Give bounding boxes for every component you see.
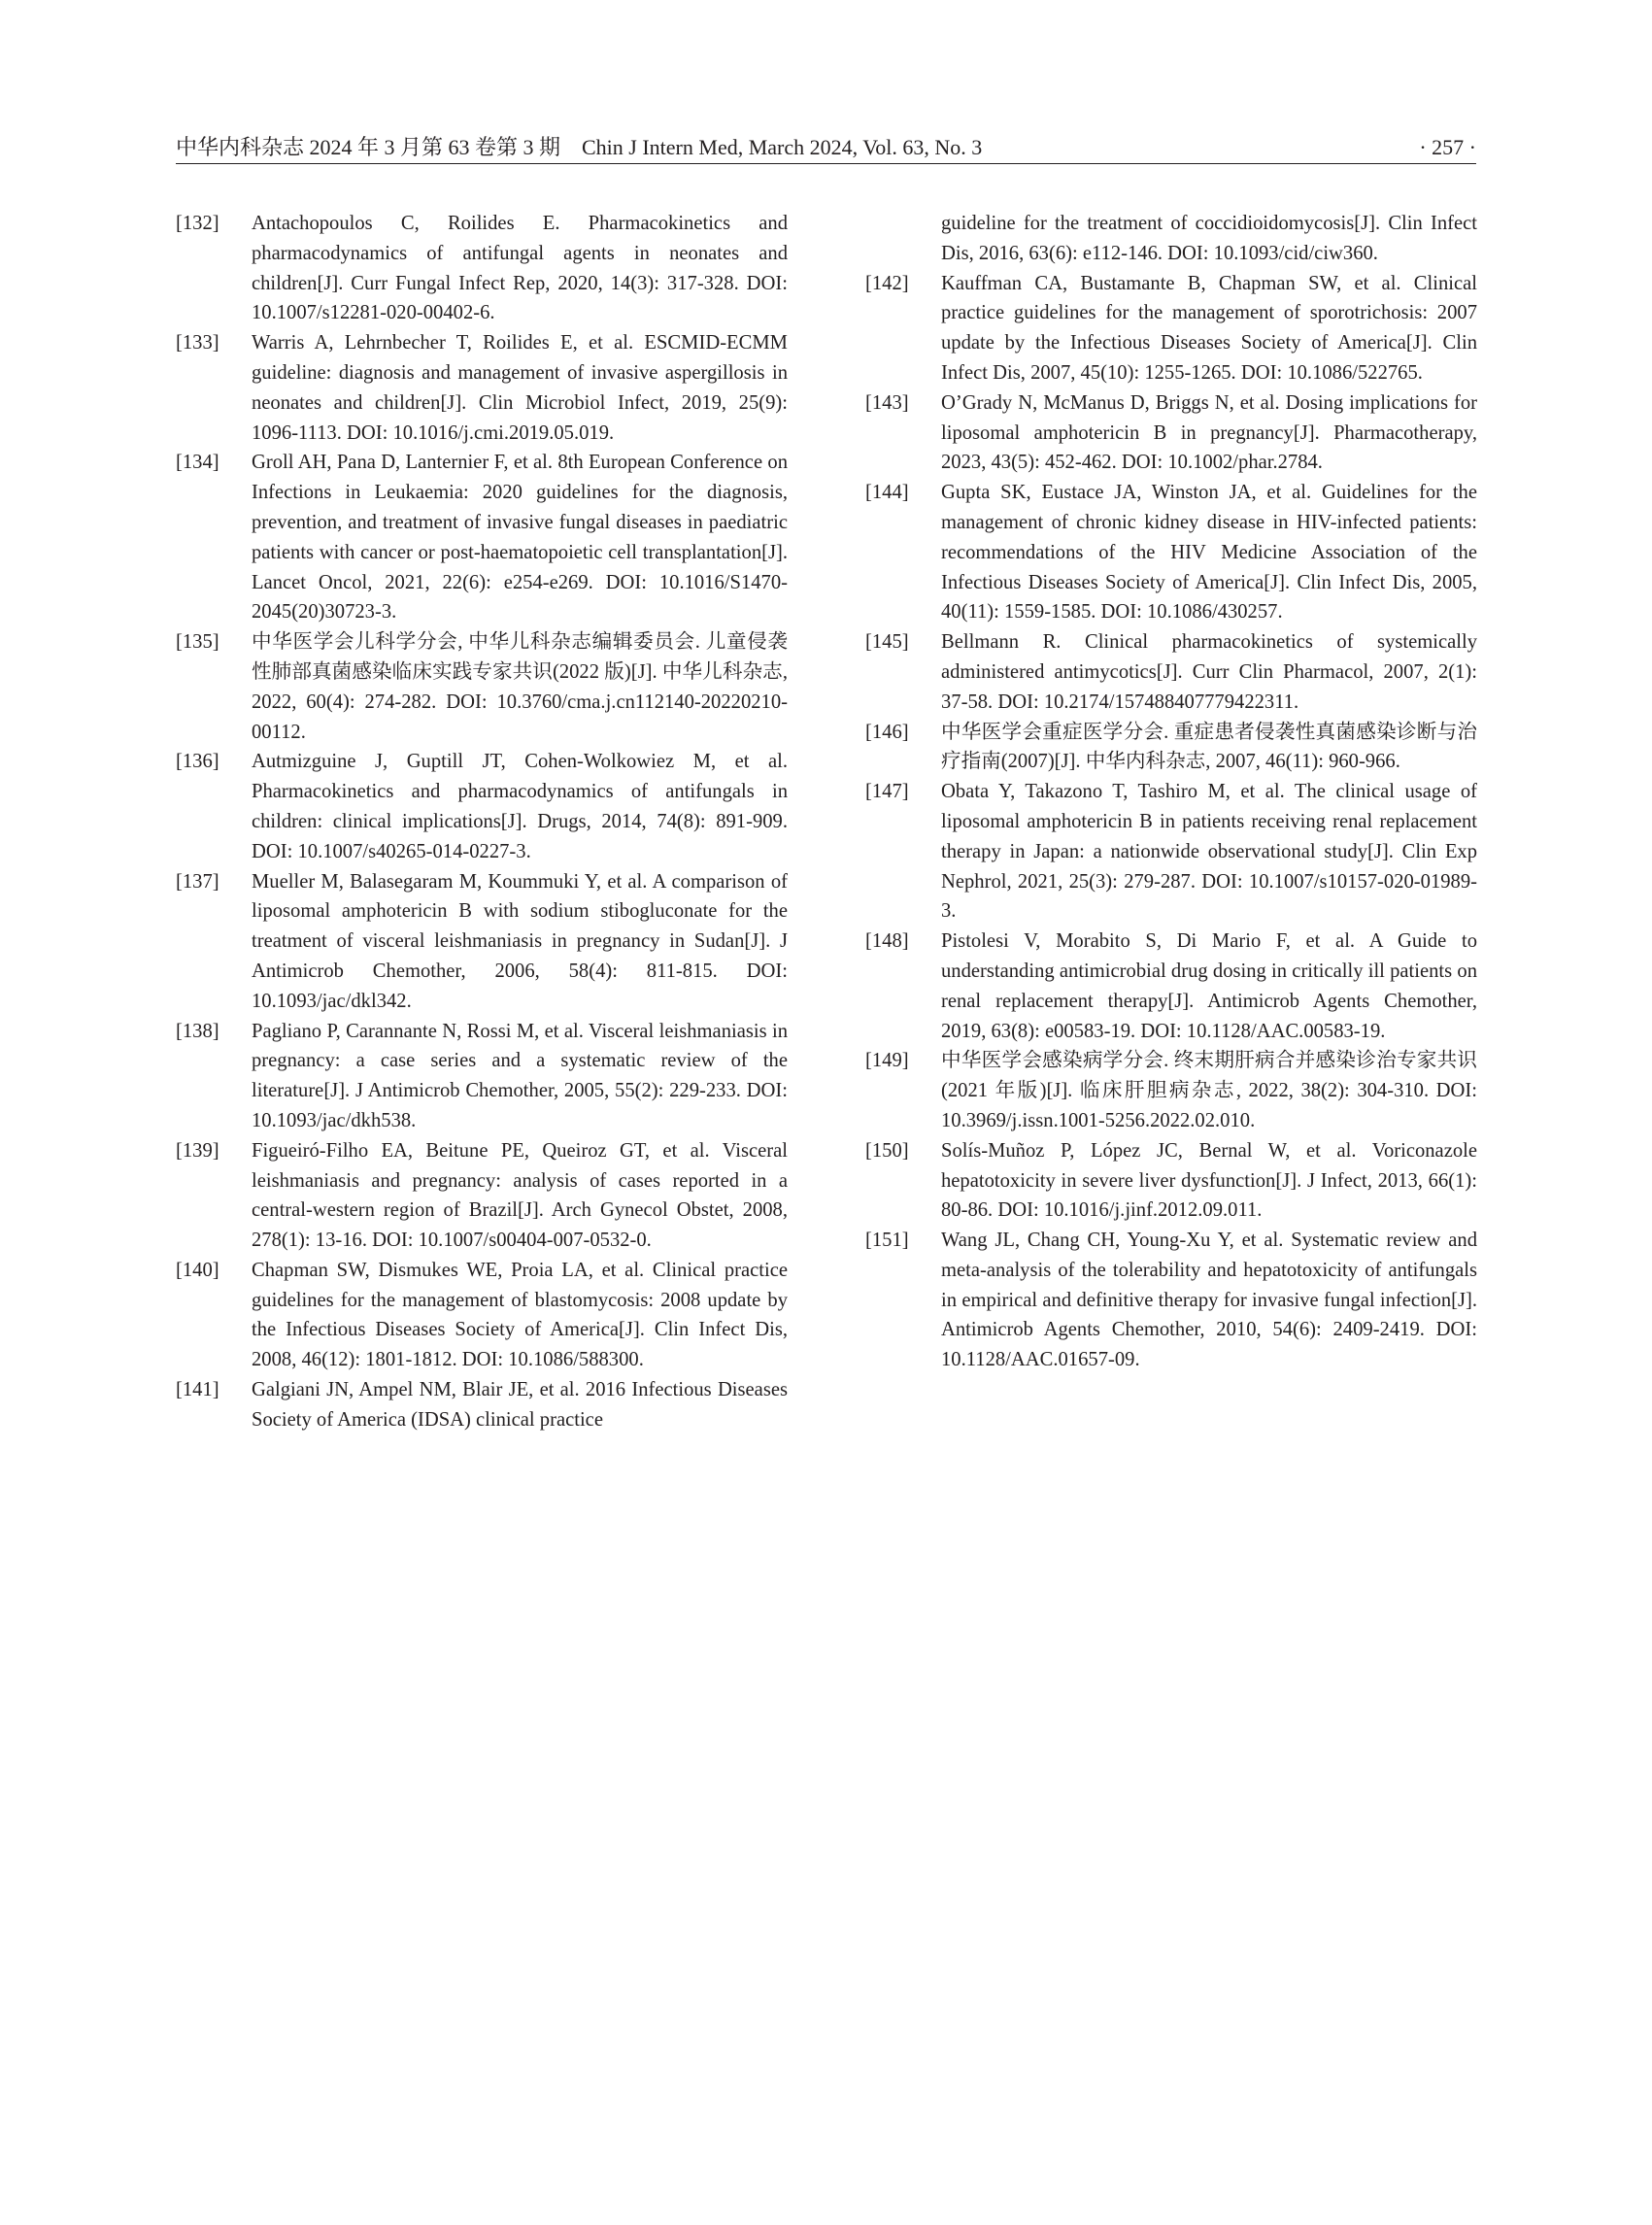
reference-item [176, 747, 788, 866]
reference-text: Mueller M, Balasegaram M, Koummuki Y, et al. A comparison of liposomal amphotericin B with sodium stibogluconate for the treatment of visceral leishmaniasis in pregnancy in Sudan[J]. J Antimicrob Chemother, 2006, 58(4): 811-815. DOI: 10.1093/jac/dkl342. [252, 870, 788, 1012]
reference-item [176, 1017, 788, 1136]
reference-text: Wang JL, Chang CH, Young-Xu Y, et al. Systematic review and meta-analysis of the tolerability and hepatotoxicity of antifungals in empirical and definitive therapy for invasive fungal infection[J]. Antimicrob Agents Chemother, 2010, 54(6): 2409-2419. DOI: 10.1128/AAC.01657-09. [941, 1230, 1477, 1371]
reference-item [865, 627, 1477, 717]
reference-number: [142] [865, 272, 909, 294]
reference-number: [147] [865, 781, 909, 803]
reference-item [865, 1226, 1477, 1375]
reference-text: Groll AH, Pana D, Lanternier F, et al. 8th European Conference on Infections in Leukaemia: 2020 guidelines for the diagnosis, prevention, and treatment of invasive fungal diseases in paediatric patients with cancer or post-haematopoietic cell transplantation[J]. Lancet Oncol, 2021, 22(6): e254-e269. DOI: 10.1016/S1470-2045(20)30723-3. [252, 452, 788, 624]
reference-number: [139] [176, 1139, 219, 1162]
reference-number: [151] [865, 1230, 909, 1252]
reference-number: [137] [176, 870, 219, 893]
reference-item [176, 867, 788, 1017]
reference-text: Galgiani JN, Ampel NM, Blair JE, et al. 2016 Infectious Diseases Society of America (IDSA) clinical practice [252, 1379, 788, 1431]
reference-text: Pagliano P, Carannante N, Rossi M, et al. Visceral leishmaniasis in pregnancy: a case series and a systematic review of the literature[J]. J Antimicrob Chemother, 2005, 55(2): 229-233. DOI: 10.1093/jac/dkh538. [252, 1020, 788, 1131]
reference-item [865, 478, 1477, 627]
reference-number: [133] [176, 332, 219, 354]
reference-text: Antachopoulos C, Roilides E. Pharmacokinetics and pharmacodynamics of antifungal agents in neonates and children[J]. Curr Fungal Infect Rep, 2020, 14(3): 317-328. DOI: 10.1007/s12281-020-00402-6. [252, 213, 788, 324]
reference-text: guideline for the treatment of coccidioidomycosis[J]. Clin Infect Dis, 2016, 63(6): e112-146. DOI: 10.1093/cid/ciw360. [941, 213, 1477, 264]
reference-number: [148] [865, 930, 909, 953]
reference-number: [140] [176, 1259, 219, 1281]
reference-item [176, 209, 788, 328]
reference-text: Kauffman CA, Bustamante B, Chapman SW, et al. Clinical practice guidelines for the management of sporotrichosis: 2007 update by the Infectious Diseases Society of America[J]. Clin Infect Dis, 2007, 45(10): 1255-1265. DOI: 10.1086/522765. [941, 272, 1477, 384]
reference-item [176, 1136, 788, 1256]
reference-item [865, 388, 1477, 478]
left-reference-column [176, 209, 788, 1435]
reference-text: Warris A, Lehrnbecher T, Roilides E, et al. ESCMID-ECMM guideline: diagnosis and management of invasive aspergillosis in neonates and children[J]. Clin Microbiol Infect, 2019, 25(9): 1096-1113. DOI: 10.1016/j.cmi.2019.05.019. [252, 332, 788, 444]
reference-item [865, 777, 1477, 927]
reference-number: [136] [176, 751, 219, 773]
reference-text: 中华医学会感染病学分会. 终末期肝病合并感染诊治专家共识(2021 年版)[J]. 临床肝胆病杂志, 2022, 38(2): 304-310. DOI: 10.3969/j.issn.1001-5256.2022.02.010. [941, 1050, 1477, 1131]
reference-item [865, 269, 1477, 388]
right-reference-column [865, 209, 1477, 1375]
reference-item [176, 448, 788, 627]
reference-continuation [865, 209, 1477, 269]
reference-item [176, 627, 788, 747]
reference-number: [150] [865, 1139, 909, 1162]
page-number: · 257 · [1419, 135, 1476, 159]
reference-item [865, 1046, 1477, 1135]
reference-item [176, 328, 788, 448]
reference-text: Pistolesi V, Morabito S, Di Mario F, et al. A Guide to understanding antimicrobial drug dosing in critically ill patients on renal replacement therapy[J]. Antimicrob Agents Chemother, 2019, 63(8): e00583-19. DOI: 10.1128/AAC.00583-19. [941, 930, 1477, 1042]
reference-text: Gupta SK, Eustace JA, Winston JA, et al. Guidelines for the management of chronic kidney disease in HIV-infected patients: recommendations of the HIV Medicine Association of the Infectious Diseases Society of America[J]. Clin Infect Dis, 2005, 40(11): 1559-1585. DOI: 10.1086/430257. [941, 482, 1477, 624]
reference-text: 中华医学会儿科学分会, 中华儿科杂志编辑委员会. 儿童侵袭性肺部真菌感染临床实践专家共识(2022 版)[J]. 中华儿科杂志, 2022, 60(4): 274-282. DOI: 10.3760/cma.j.cn112140-20220210-00112. [252, 631, 788, 743]
reference-number: [132] [176, 213, 219, 234]
reference-number: [149] [865, 1050, 909, 1072]
reference-item [176, 1375, 788, 1435]
journal-citation: 中华内科杂志 2024 年 3 月第 63 卷第 3 期 Chin J Intern Med, March 2024, Vol. 63, No. 3 [176, 135, 983, 159]
reference-text: 中华医学会重症医学分会. 重症患者侵袭性真菌感染诊断与治疗指南(2007)[J]. 中华内科杂志, 2007, 46(11): 960-966. [941, 721, 1477, 773]
reference-item [176, 1256, 788, 1375]
reference-text: Obata Y, Takazono T, Tashiro M, et al. The clinical usage of liposomal amphotericin B in patients receiving renal replacement therapy in Japan: a nationwide observational study[J]. Clin Exp Nephrol, 2021, 25(3): 279-287. DOI: 10.1007/s10157-020-01989-3. [941, 781, 1477, 923]
reference-number: [135] [176, 631, 219, 654]
reference-item [865, 1136, 1477, 1226]
reference-number: [141] [176, 1379, 219, 1401]
reference-number: [143] [865, 391, 909, 414]
reference-text: Solís-Muñoz P, López JC, Bernal W, et al. Voriconazole hepatotoxicity in severe liver dysfunction[J]. J Infect, 2013, 66(1): 80-86. DOI: 10.1016/j.jinf.2012.09.011. [941, 1139, 1477, 1222]
reference-text: Chapman SW, Dismukes WE, Proia LA, et al. Clinical practice guidelines for the management of blastomycosis: 2008 update by the Infectious Diseases Society of America[J]. Clin Infect Dis, 2008, 46(12): 1801-1812. DOI: 10.1086/588300. [252, 1259, 788, 1371]
reference-number: [134] [176, 452, 219, 474]
reference-number: [146] [865, 721, 909, 743]
reference-text: Figueiró-Filho EA, Beitune PE, Queiroz GT, et al. Visceral leishmaniasis and pregnancy: analysis of cases reported in a central-western region of Brazil[J]. Arch Gynecol Obstet, 2008, 278(1): 13-16. DOI: 10.1007/s00404-007-0532-0. [252, 1139, 788, 1252]
reference-text: Autmizguine J, Guptill JT, Cohen-Wolkowiez M, et al. Pharmacokinetics and pharmacodynamics of antifungals in children: clinical implications[J]. Drugs, 2014, 74(8): 891-909. DOI: 10.1007/s40265-014-0227-3. [252, 751, 788, 862]
running-header [176, 132, 1476, 164]
reference-item [865, 927, 1477, 1046]
reference-number: [145] [865, 631, 909, 654]
reference-number: [144] [865, 482, 909, 504]
reference-item [865, 718, 1477, 778]
reference-text: Bellmann R. Clinical pharmacokinetics of systemically administered antimycotics[J]. Curr Clin Pharmacol, 2007, 2(1): 37-58. DOI: 10.2174/157488407779422311. [941, 631, 1477, 713]
reference-text: O’Grady N, McManus D, Briggs N, et al. Dosing implications for liposomal amphotericin B in pregnancy[J]. Pharmacotherapy, 2023, 43(5): 452-462. DOI: 10.1002/phar.2784. [941, 391, 1477, 474]
reference-number: [138] [176, 1020, 219, 1042]
